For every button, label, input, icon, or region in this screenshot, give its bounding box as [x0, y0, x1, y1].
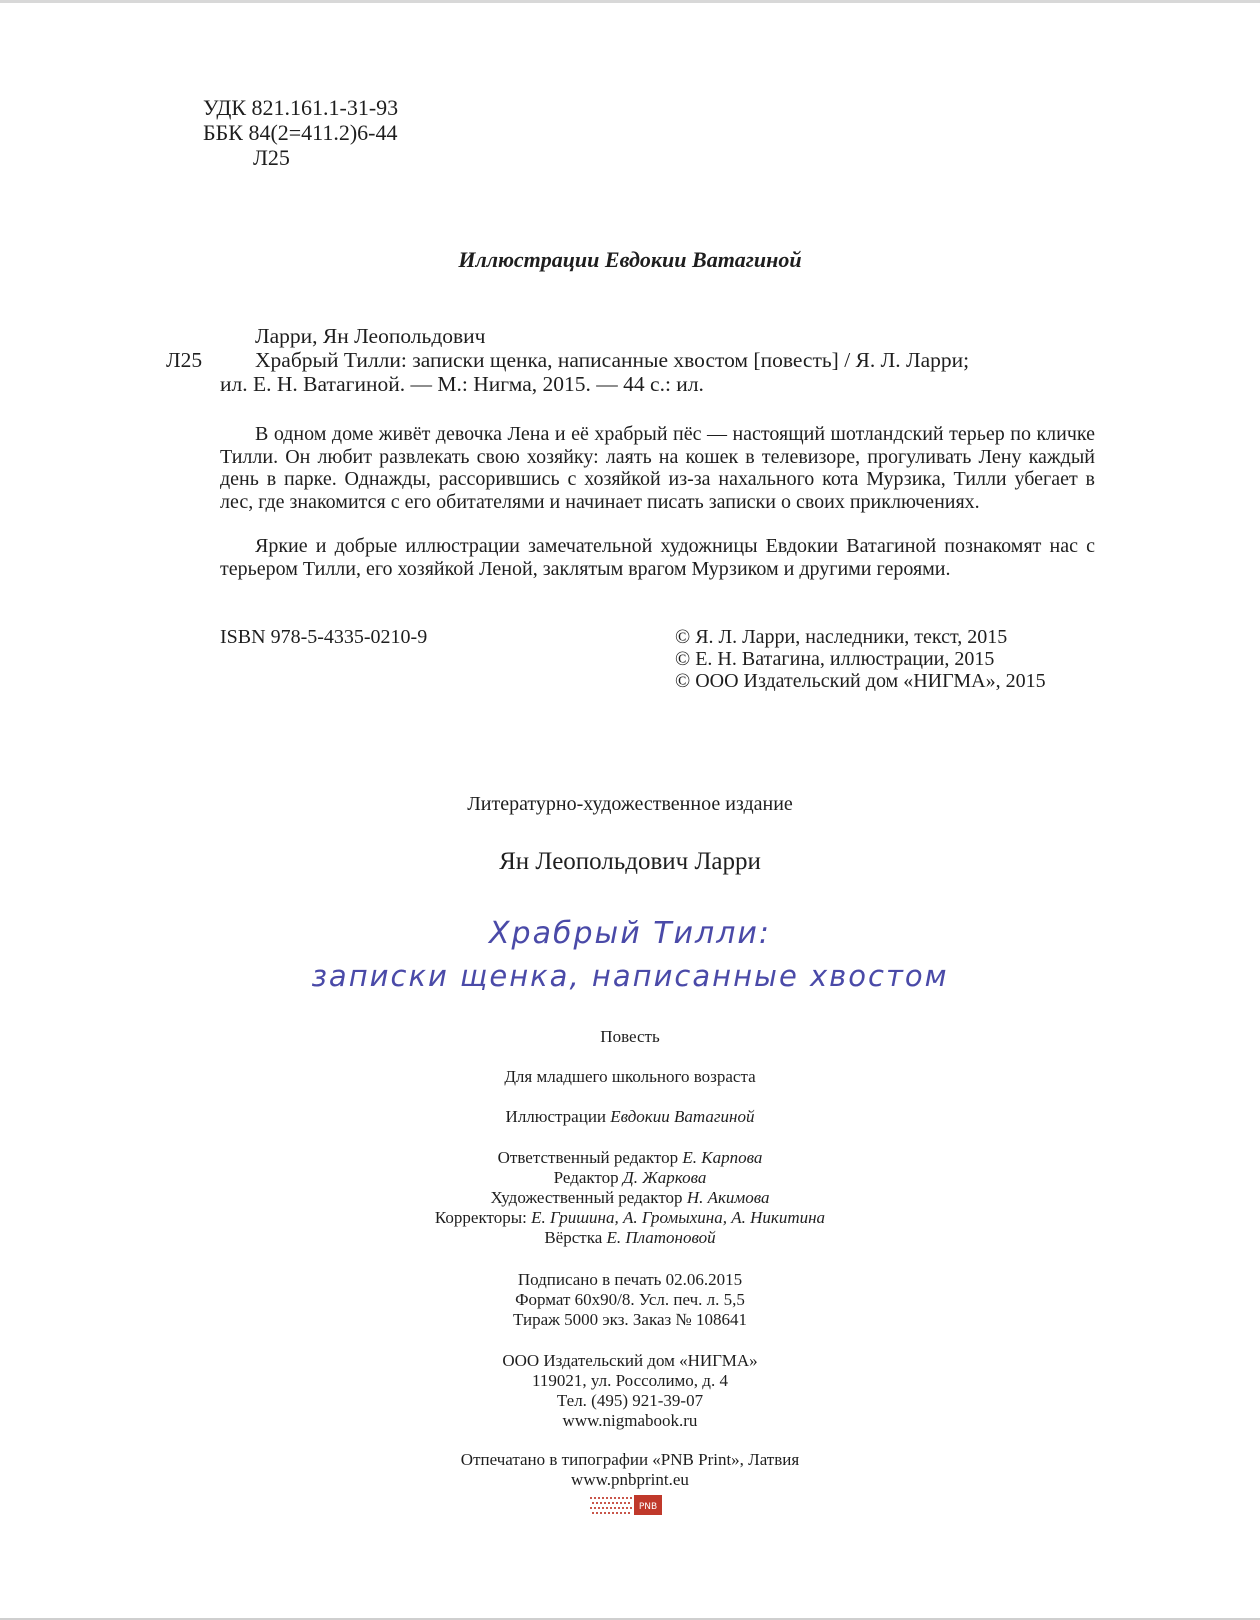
genre-label: Повесть	[600, 1027, 660, 1046]
bibliographic-mark: Л25	[166, 348, 203, 372]
print-info	[0, 1270, 1260, 1330]
staff-credits	[0, 1148, 1260, 1248]
pnb-print-logo	[590, 1493, 664, 1517]
print-info-line: Подписано в печать 02.06.2015	[517, 1270, 743, 1289]
printer-info	[0, 1450, 1260, 1490]
publisher-website: www.nigmabook.ru	[562, 1411, 698, 1430]
author-mark: Л25	[253, 145, 290, 170]
annotation-text-1: В одном доме живёт девочка Лена и её храбрый пёс — настоящий шотландский терьер по кличке Тилли. Он любит развлекать свою хозяйку: лаять на кошек в телевизоре, прогуливать Лену каждый день в парке. Однажды, рассорившись с хозяйкой из-за нахального кота Мурзика, Тилли убегает в лес, где знакомится с его обитателями и начинает писать записки о своих приключениях.	[220, 423, 1095, 513]
staff-line: Художественный редактор Н. Акимова	[490, 1188, 770, 1207]
annotation-text-2: Яркие и добрые иллюстрации замечательной художницы Евдокии Ватагиной познакомят нас с терьером Тилли, его хозяйкой Леной, заклятым врагом Мурзиком и другими героями.	[220, 535, 1095, 580]
staff-line: Вёрстка Е. Платоновой	[544, 1228, 716, 1247]
publisher-address: 119021, ул. Россолимо, д. 4	[532, 1371, 728, 1390]
handwritten-title-line-2: записки щенка, написанные хвостом	[311, 959, 949, 993]
bibliographic-author: Ларри, Ян Леопольдович	[255, 324, 486, 348]
printer-line: Отпечатано в типографии «PNB Print», Латвия	[460, 1450, 800, 1469]
handwritten-title-line-1: Храбрый Тилли:	[488, 916, 772, 951]
copyright-line: © ООО Издательский дом «НИГМА», 2015	[675, 670, 1046, 692]
copyright-line: © Я. Л. Ларри, наследники, текст, 2015	[675, 626, 1008, 648]
age-label: Для младшего школьного возраста	[504, 1067, 756, 1086]
top-border	[0, 0, 1260, 3]
bibliographic-title-line: Храбрый Тилли: записки щенка, написанные хвостом [повесть] / Я. Л. Ларри;	[255, 348, 970, 372]
print-info-line: Тираж 5000 экз. Заказ № 108641	[513, 1310, 747, 1329]
bbk-code: ББК 84(2=411.2)6-44	[203, 120, 398, 145]
staff-line: Корректоры: Е. Гришина, А. Громыхина, А. Никитина	[434, 1208, 826, 1227]
illustrator-name: Евдокии Ватагиной	[610, 1107, 755, 1126]
staff-line: Редактор Д. Жаркова	[553, 1168, 707, 1187]
author-name: Ян Леопольдович Ларри	[499, 848, 761, 875]
illustrator-credit	[0, 1107, 1260, 1127]
illustrator-label: Иллюстрации	[505, 1107, 607, 1126]
illustrations-heading: Иллюстрации Евдокии Ватагиной	[458, 247, 802, 272]
publisher-name: ООО Издательский дом «НИГМА»	[502, 1351, 758, 1370]
staff-line: Ответственный редактор Е. Карпова	[497, 1148, 763, 1167]
annotation-paragraph-2	[220, 535, 1095, 580]
bibliographic-record	[220, 324, 969, 396]
pnb-logo-text: PNB	[638, 1502, 658, 1512]
copyright-block	[675, 626, 1046, 692]
printer-website: www.pnbprint.eu	[571, 1470, 689, 1489]
classification-codes	[203, 95, 398, 170]
annotation-paragraph-1	[220, 423, 1095, 513]
edition-type: Литературно-художественное издание	[467, 793, 793, 815]
copyright-line: © Е. Н. Ватагина, иллюстрации, 2015	[675, 648, 995, 670]
publisher-info	[0, 1351, 1260, 1431]
isbn: ISBN 978-5-4335-0210-9	[220, 626, 428, 648]
publisher-phone: Тел. (495) 921-39-07	[556, 1391, 704, 1410]
print-info-line: Формат 60x90/8. Усл. печ. л. 5,5	[515, 1290, 745, 1309]
bibliographic-imprint-line: ил. Е. Н. Ватагиной. — М.: Нигма, 2015. — 44 с.: ил.	[220, 372, 704, 396]
udk-code: УДК 821.161.1-31-93	[203, 95, 399, 120]
